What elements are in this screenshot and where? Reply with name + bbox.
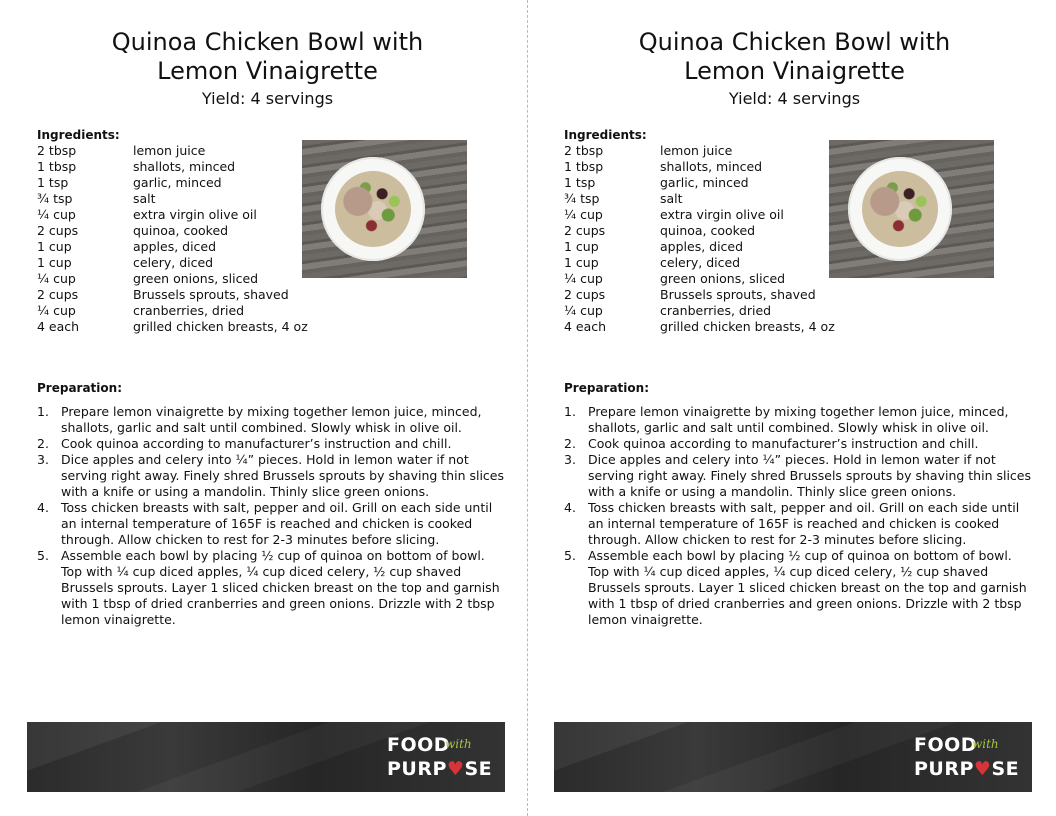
bowl-food: [335, 171, 411, 247]
bowl-photo: [302, 140, 467, 278]
heart-icon: ♥: [973, 758, 992, 780]
step-text: Toss chicken breasts with salt, pepper and oil. Grill on each side until an internal temperature of 165F is reached and chicken is cooked through. Allow chicken to rest for 2-3 minutes before slicing.: [588, 500, 1020, 547]
ingredient-quantity: 4 each: [37, 319, 80, 334]
recipe-title: [0, 28, 535, 86]
ingredient-quantity: 1 tsp: [37, 175, 69, 190]
recipe-title-line2: Lemon Vinaigrette: [157, 57, 378, 85]
ingredient-quantity: 1 tsp: [564, 175, 596, 190]
heart-icon: ♥: [446, 758, 465, 780]
recipe-title: [527, 28, 1056, 86]
ingredient-quantity: 1 cup: [564, 239, 599, 254]
step-number: 1.: [564, 404, 576, 419]
bowl-plate: [321, 157, 425, 261]
preparation-step: [564, 404, 1034, 436]
preparation-heading: Preparation:: [564, 381, 649, 395]
ingredient-quantity: 1 tbsp: [37, 159, 77, 174]
step-number: 4.: [564, 500, 576, 515]
logo-with-text: with: [445, 737, 472, 751]
ingredient-name: salt: [660, 191, 683, 206]
bowl-plate: [848, 157, 952, 261]
ingredient-name: quinoa, cooked: [133, 223, 229, 238]
preparation-step: [564, 548, 1034, 628]
ingredient-name: celery, diced: [660, 255, 741, 270]
ingredient-name: extra virgin olive oil: [133, 207, 257, 222]
preparation-step: [564, 500, 1034, 548]
ingredient-name: lemon juice: [660, 143, 733, 158]
food-with-purpose-logo: [914, 734, 1024, 782]
logo-purpose-pre: PURP: [387, 758, 447, 780]
food-with-purpose-logo: [387, 734, 497, 782]
logo-purpose-pre: PURP: [914, 758, 974, 780]
ingredient-quantity: ¾ tsp: [564, 191, 600, 206]
ingredient-name: apples, diced: [660, 239, 744, 254]
step-number: 1.: [37, 404, 49, 419]
recipe-title-line2: Lemon Vinaigrette: [684, 57, 905, 85]
logo-purpose-text: [914, 758, 1019, 780]
ingredient-quantity: 1 tbsp: [564, 159, 604, 174]
preparation-step: [564, 436, 1034, 452]
ingredient-quantity: 2 tbsp: [564, 143, 604, 158]
preparation-step: [37, 500, 507, 548]
step-text: Dice apples and celery into ¼” pieces. Hold in lemon water if not serving right away. Finely shred Brussels sprouts by shaving thin slices with a knife or using a mandolin. Thinly slice green onions.: [61, 452, 505, 499]
ingredient-quantity: ¾ tsp: [37, 191, 73, 206]
logo-purpose-post: SE: [464, 758, 493, 780]
step-text: Prepare lemon vinaigrette by mixing together lemon juice, minced, shallots, garlic and salt until combined. Slowly whisk in olive oil.: [61, 404, 482, 435]
ingredient-name: Brussels sprouts, shaved: [133, 287, 289, 302]
preparation-step: [564, 452, 1034, 500]
ingredient-name: cranberries, dried: [660, 303, 772, 318]
ingredient-name: Brussels sprouts, shaved: [660, 287, 816, 302]
ingredient-name: shallots, minced: [133, 159, 236, 174]
step-text: Cook quinoa according to manufacturer’s instruction and chill.: [588, 436, 979, 451]
ingredient-quantity: ¼ cup: [564, 207, 603, 222]
recipe-yield: Yield: 4 servings: [728, 89, 861, 108]
ingredient-quantity: ¼ cup: [564, 271, 603, 286]
ingredient-name: apples, diced: [133, 239, 217, 254]
step-number: 5.: [37, 548, 49, 563]
step-number: 2.: [564, 436, 576, 451]
bowl-food: [862, 171, 938, 247]
ingredient-name: green onions, sliced: [133, 271, 259, 286]
ingredient-quantity: ¼ cup: [37, 207, 76, 222]
step-text: Cook quinoa according to manufacturer’s instruction and chill.: [61, 436, 452, 451]
ingredient-name: garlic, minced: [133, 175, 222, 190]
recipe-title-line1: Quinoa Chicken Bowl with: [111, 28, 424, 56]
ingredient-name: cranberries, dried: [133, 303, 245, 318]
ingredient-quantity: 2 cups: [564, 223, 606, 238]
step-text: Assemble each bowl by placing ½ cup of quinoa on bottom of bowl. Top with ¼ cup diced apples, ¼ cup diced celery, ½ cup shaved Brussels sprouts. Layer 1 sliced chicken breast on the top and garnish with 1 tbsp of dried cranberries and green onions. Drizzle with 2 tbsp lemon vinaigrette.: [588, 548, 1027, 627]
ingredient-quantity: 1 cup: [37, 239, 72, 254]
ingredient-quantity: ¼ cup: [564, 303, 603, 318]
step-text: Assemble each bowl by placing ½ cup of quinoa on bottom of bowl. Top with ¼ cup diced apples, ¼ cup diced celery, ½ cup shaved Brussels sprouts. Layer 1 sliced chicken breast on the top and garnish with 1 tbsp of dried cranberries and green onions. Drizzle with 2 tbsp lemon vinaigrette.: [61, 548, 500, 627]
preparation-step: [37, 452, 507, 500]
ingredient-quantity: 2 cups: [564, 287, 606, 302]
ingredient-name: lemon juice: [133, 143, 206, 158]
ingredient-name: grilled chicken breasts, 4 oz: [660, 319, 835, 334]
step-number: 4.: [37, 500, 49, 515]
bowl-photo: [829, 140, 994, 278]
recipe-yield: Yield: 4 servings: [201, 89, 334, 108]
step-text: Toss chicken breasts with salt, pepper and oil. Grill on each side until an internal temperature of 165F is reached and chicken is cooked through. Allow chicken to rest for 2-3 minutes before slicing.: [61, 500, 493, 547]
recipe-card-left: [0, 0, 527, 816]
ingredient-quantity: 1 cup: [564, 255, 599, 270]
footer-banner: [27, 722, 505, 792]
step-number: 3.: [564, 452, 576, 467]
ingredient-name: salt: [133, 191, 156, 206]
step-number: 5.: [564, 548, 576, 563]
step-number: 3.: [37, 452, 49, 467]
step-text: Dice apples and celery into ¼” pieces. Hold in lemon water if not serving right away. Finely shred Brussels sprouts by shaving thin slices with a knife or using a mandolin. Thinly slice green onions.: [588, 452, 1032, 499]
logo-purpose-text: [387, 758, 492, 780]
logo-food-text: FOOD: [914, 734, 978, 756]
logo-food-text: FOOD: [387, 734, 451, 756]
ingredient-name: celery, diced: [133, 255, 214, 270]
ingredient-quantity: 1 cup: [37, 255, 72, 270]
preparation-step: [37, 404, 507, 436]
preparation-steps: [37, 404, 507, 628]
ingredient-name: green onions, sliced: [660, 271, 786, 286]
ingredient-quantity: 2 cups: [37, 287, 79, 302]
ingredients-heading: Ingredients:: [37, 128, 120, 142]
ingredient-name: extra virgin olive oil: [660, 207, 784, 222]
preparation-heading: Preparation:: [37, 381, 122, 395]
recipe-card-right: [527, 0, 1054, 816]
preparation-step: [37, 548, 507, 628]
preparation-step: [37, 436, 507, 452]
logo-purpose-post: SE: [991, 758, 1020, 780]
preparation-steps: [564, 404, 1034, 628]
ingredient-name: garlic, minced: [660, 175, 749, 190]
step-number: 2.: [37, 436, 49, 451]
ingredient-quantity: ¼ cup: [37, 303, 76, 318]
ingredients-heading: Ingredients:: [564, 128, 647, 142]
ingredient-quantity: 2 cups: [37, 223, 79, 238]
recipe-title-line1: Quinoa Chicken Bowl with: [638, 28, 951, 56]
ingredient-name: quinoa, cooked: [660, 223, 756, 238]
ingredient-name: grilled chicken breasts, 4 oz: [133, 319, 308, 334]
footer-banner: [554, 722, 1032, 792]
logo-with-text: with: [972, 737, 999, 751]
ingredient-name: shallots, minced: [660, 159, 763, 174]
ingredient-quantity: 4 each: [564, 319, 607, 334]
ingredient-quantity: 2 tbsp: [37, 143, 77, 158]
step-text: Prepare lemon vinaigrette by mixing together lemon juice, minced, shallots, garlic and salt until combined. Slowly whisk in olive oil.: [588, 404, 1009, 435]
ingredient-quantity: ¼ cup: [37, 271, 76, 286]
